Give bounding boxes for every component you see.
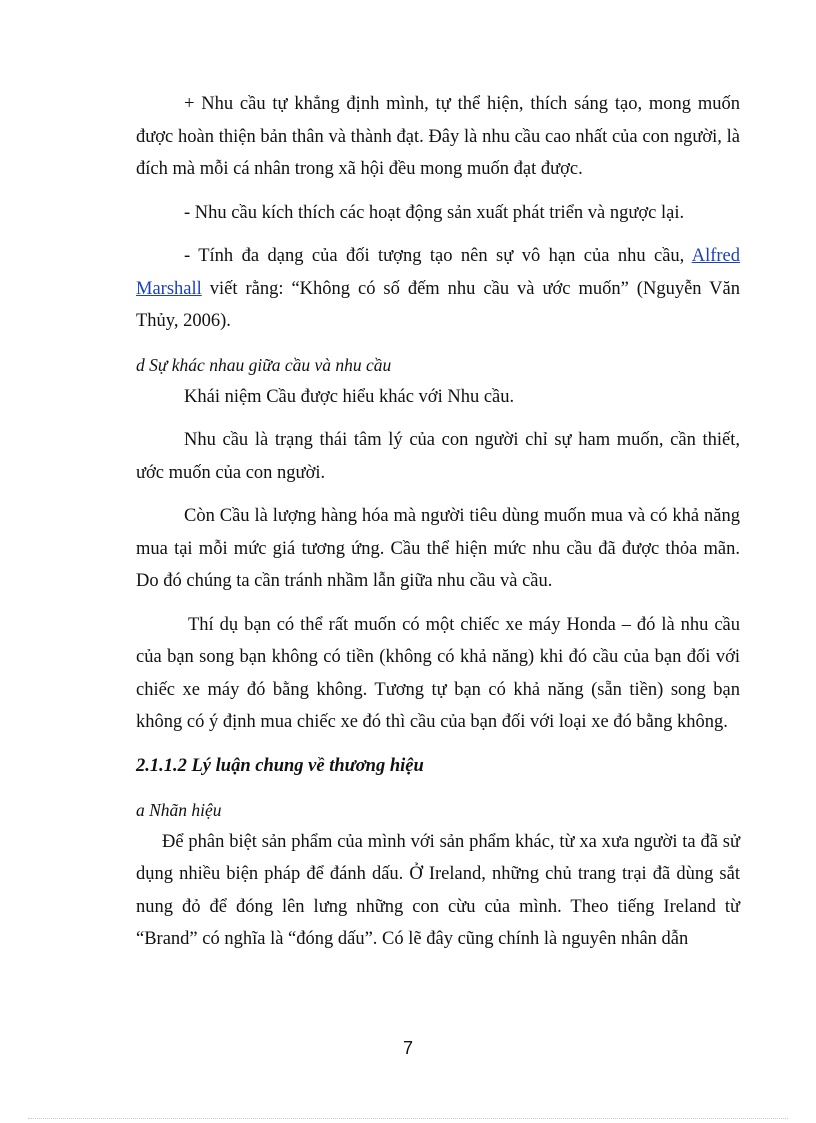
alfred-marshall-link[interactable]: Alfred Marshall <box>136 246 740 299</box>
subheading-demand-vs-need: d Sự khác nhau giữa cầu và nhu cầu <box>136 354 392 375</box>
paragraph-brand-origin: Để phân biệt sản phẩm của mình với sản phẩm khác, từ xa xưa người ta đã sử dụng nhiều biện pháp để đánh dấu. Ở Ireland, những chủ trang trại đã dùng sắt nung đỏ để đóng lên lưng những con cừu của mình. Theo tiếng Ireland từ “Brand” có nghĩa là “đóng dấu”. Có lẽ đây cũng chính là nguyên nhân dẫn <box>136 831 740 949</box>
paragraph-self-actualization: + Nhu cầu tự khẳng định mình, tự thể hiện, thích sáng tạo, mong muốn được hoàn thiện bản thân và thành đạt. Đây là nhu cầu cao nhất của con người, là đích mà mỗi cá nhân trong xã hội đều mong muốn đạt được. <box>136 94 740 179</box>
subheading-trademark: a Nhãn hiệu <box>136 799 222 820</box>
paragraph-diversity <box>136 240 740 338</box>
paragraph-demand-concept: Khái niệm Cầu được hiểu khác với Nhu cầu. <box>184 386 515 407</box>
page-number: 7 <box>402 1038 413 1058</box>
page-bottom-border <box>28 1118 788 1119</box>
section-heading-brand-theory: 2.1.1.2 Lý luận chung về thương hiệu <box>136 755 424 776</box>
paragraph-demand-definition: Còn Cầu là lượng hàng hóa mà người tiêu dùng muốn mua và có khả năng mua tại mỗi mức giá tương ứng. Cầu thể hiện mức nhu cầu đã được thỏa mãn. Do đó chúng ta cần tránh nhầm lẫn giữa nhu cầu và cầu. <box>136 506 740 591</box>
page-content <box>136 88 740 956</box>
paragraph-stimulate-production: - Nhu cầu kích thích các hoạt động sản xuất phát triển và ngược lại. <box>184 202 685 223</box>
paragraph-diversity-text-after: viết rằng: “Không có số đếm nhu cầu và ước muốn” (Nguyễn Văn Thủy, 2006). <box>136 278 740 331</box>
paragraph-honda-example: Thí dụ bạn có thể rất muốn có một chiếc xe máy Honda – đó là nhu cầu của bạn song bạn không có tiền (không có khả năng) khi đó cầu của bạn đối với chiếc xe máy đó bằng không. Tương tự bạn có khả năng (sẵn tiền) song bạn không có ý định mua chiếc xe đó thì cầu của bạn đối với loại xe đó bằng không. <box>136 614 740 732</box>
paragraph-need-definition: Nhu cầu là trạng thái tâm lý của con người chỉ sự ham muốn, cần thiết, ước muốn của con người. <box>136 430 740 483</box>
paragraph-diversity-text-before: - Tính đa dạng của đối tượng tạo nên sự vô hạn của nhu cầu, <box>184 246 692 266</box>
